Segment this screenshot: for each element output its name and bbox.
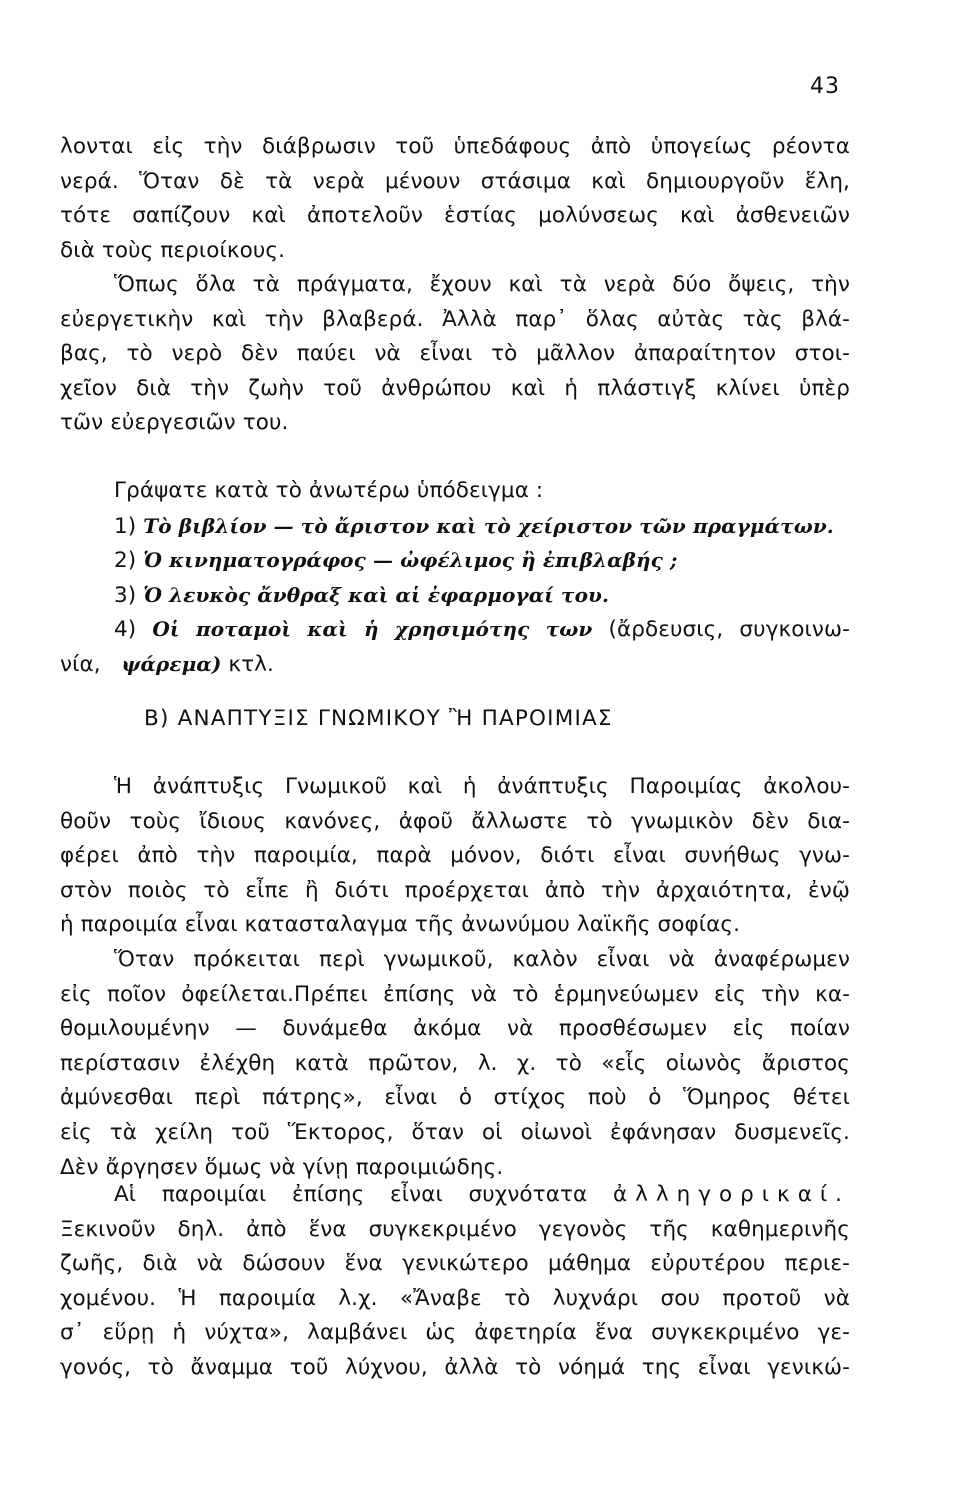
continuation-italic: ψάρεμα) [121, 651, 222, 676]
page-number: 43 [810, 74, 840, 99]
item-text: Τὸ βιβλίον — τὸ ἄριστον καὶ τὸ χείριστον τῶν πραγμάτων. [143, 513, 834, 538]
text-line: ἀμύνεσθαι περὶ πάτρης», εἶναι ὁ στίχος ποὺ ὁ Ὅμηρος θέτει [60, 1085, 850, 1111]
text-line: περίστασιν ἐλέχθη κατὰ πρῶτον, λ. χ. τὸ «εἷς οἰωνὸς ἄριστος [60, 1050, 850, 1076]
item-text: Οἱ ποταμοὶ καὶ ἡ χρησιμότης των [152, 617, 593, 642]
text-line: εὐεργετικὴν καὶ τὴν βλαβερά. Ἀλλὰ παρ᾽ ὅλας αὐτὰς τὰς βλά- [60, 306, 850, 332]
paragraph-1 [60, 130, 850, 268]
exercise-item [60, 578, 850, 613]
text-line: Ἡ ἀνάπτυξις Γνωμικοῦ καὶ ἡ ἀνάπτυξις Παροιμίας ἀκολου- [114, 774, 850, 799]
text-line: εἰς τὰ χείλη τοῦ Ἕκτορος, ὅταν οἱ οἰωνοὶ ἐφάνησαν δυσμενεῖς. [60, 1119, 850, 1145]
item-number: 1) [114, 513, 137, 539]
text-line: τότε σαπίζουν καὶ ἀποτελοῦν ἑστίας μολύνσεως καὶ ἀσθενειῶν [60, 203, 850, 229]
text-line: βας, τὸ νερὸ δὲν παύει νὰ εἶναι τὸ μᾶλλον ἀπαραίτητον στοι- [60, 341, 850, 367]
text-line: εἰς ποῖον ὀφείλεται.Πρέπει ἐπίσης νὰ τὸ ἑρμηνεύωμεν εἰς τὴν κα- [60, 981, 850, 1007]
text-line: τῶν εὐεργεσιῶν του. [60, 410, 289, 436]
continuation-text: κτλ. [228, 651, 274, 677]
emphasis-spaced: ἀλληγορικαί. [613, 1182, 850, 1207]
text-line: Δὲν ἄργησεν ὅμως νὰ γίνῃ παροιμιώδης. [60, 1154, 504, 1180]
text-line: φέρει ἀπὸ τὴν παροιμία, παρὰ μόνον, διότι εἶναι συνήθως γνω- [60, 843, 850, 869]
text-line: σ᾽ εὕρῃ ἡ νύχτα», λαμβάνει ὡς ἀφετηρία ἕνα συγκεκριμένο γε- [60, 1320, 850, 1346]
continuation-text: νία, [60, 651, 101, 677]
text-line: στὸν ποιὸς τὸ εἶπε ἢ διότι προέρχεται ἀπὸ τὴν ἀρχαιότητα, ἐνῷ [60, 877, 850, 903]
text-line: διὰ τοὺς περιοίκους. [60, 237, 286, 263]
item-text: Ὁ λευκὸς ἄνθραξ καὶ αἱ ἐφαρμογαί του. [143, 582, 610, 607]
item-number: 3) [114, 582, 137, 608]
text-line: λονται εἰς τὴν διάβρωσιν τοῦ ὑπεδάφους ἀπὸ ὑπογείως ρέοντα [60, 134, 850, 159]
exercise-item [60, 509, 850, 544]
paragraph-2 [60, 268, 850, 441]
exercise-instruction: Γράψατε κατὰ τὸ ἀνωτέρω ὑπόδειγμα : [114, 478, 544, 503]
text-line: ζωῆς, διὰ νὰ δώσουν ἕνα γενικώτερο μάθημα εὐρυτέρου περιε- [60, 1251, 850, 1277]
paragraph-4 [60, 943, 850, 1185]
text-line: ἡ παροιμία εἶναι κατασταλαγμα τῆς ἀνωνύμου λαϊκῆς σοφίας. [60, 912, 741, 938]
paragraph-3 [60, 770, 850, 943]
item-tail: (ἄρδευσις, συγκοινω- [608, 617, 850, 643]
text-line: Ὅπως ὅλα τὰ πράγματα, ἔχουν καὶ τὰ νερὰ δύο ὄψεις, τὴν [114, 272, 850, 297]
item-text: Ὁ κινηματογράφος — ὠφέλιμος ἢ ἐπιβλαβής ; [143, 548, 678, 573]
item-number: 2) [114, 548, 137, 574]
text-line: γονός, τὸ ἄναμμα τοῦ λύχνου, ἀλλὰ τὸ νόημά της εἶναι γενικώ- [60, 1354, 850, 1380]
exercise-item [60, 612, 850, 647]
text-line: χεῖον διὰ τὴν ζωὴν τοῦ ἀνθρώπου καὶ ἡ πλάστιγξ κλίνει ὑπὲρ [60, 375, 850, 401]
text-line: Ξεκινοῦν δηλ. ἀπὸ ἕνα συγκεκριμένο γεγονὸς τῆς καθημερινῆς [60, 1216, 850, 1242]
text-line: θομιλουμένην — δυνάμεθα ἀκόμα νὰ προσθέσωμεν εἰς ποίαν [60, 1016, 850, 1042]
text-line: νερά. Ὅταν δὲ τὰ νερὰ μένουν στάσιμα καὶ δημιουργοῦν ἕλη, [60, 168, 850, 194]
text-line [60, 1178, 850, 1213]
exercise-block [60, 474, 850, 682]
text-line: χομένου. Ἡ παροιμία λ.χ. «Ἄναβε τὸ λυχνάρι σου προτοῦ νὰ [60, 1285, 850, 1311]
item-number: 4) [114, 617, 137, 643]
text-line: Ὅταν πρόκειται περὶ γνωμικοῦ, καλὸν εἶναι νὰ ἀναφέρωμεν [114, 947, 850, 972]
paragraph-5 [60, 1178, 850, 1386]
text-line: θοῦν τοὺς ἴδιους κανόνες, ἀφοῦ ἄλλωστε τὸ γνωμικὸν δὲν δια- [60, 808, 850, 834]
text-segment: Αἱ παροιμίαι ἐπίσης εἶναι συχνότατα [114, 1182, 588, 1207]
section-heading: Β) ΑΝΑΠΤΥΞΙΣ ΓΝΩΜΙΚΟΥ Ἢ ΠΑΡΟΙΜΙΑΣ [144, 706, 613, 731]
exercise-item [60, 543, 850, 578]
exercise-continuation [60, 647, 850, 682]
